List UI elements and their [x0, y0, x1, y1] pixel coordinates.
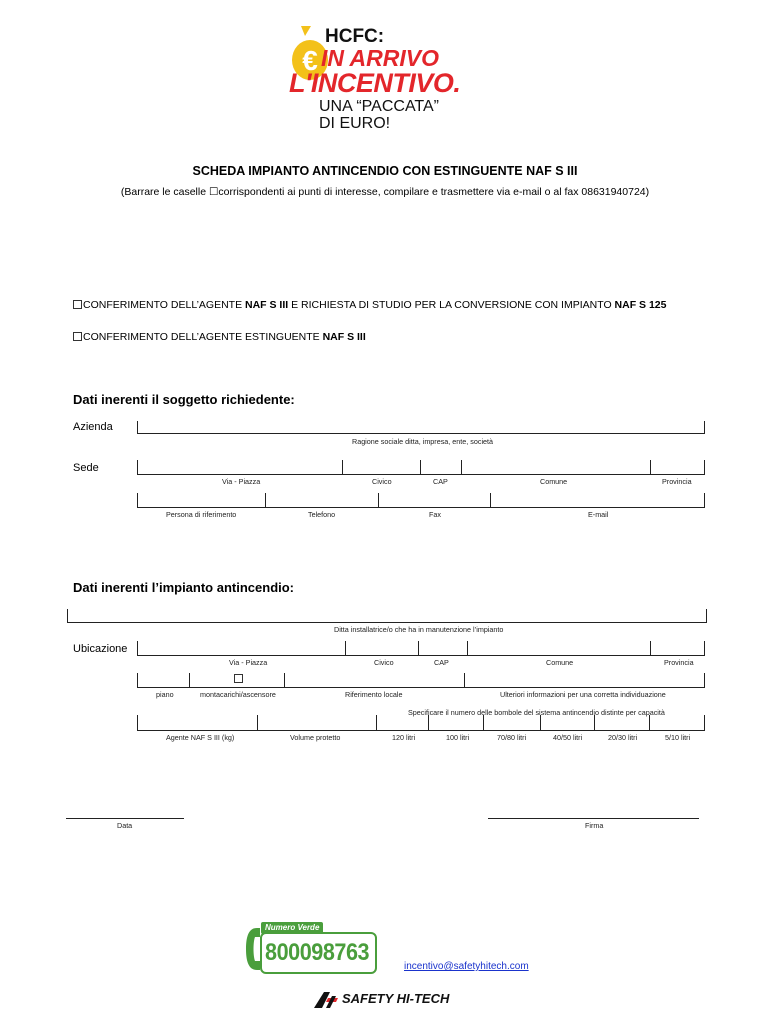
- numero-verde-badge: [245, 922, 377, 974]
- data-field[interactable]: [66, 818, 184, 819]
- numero-verde-box: [260, 932, 377, 974]
- sede-cap-caption: CAP: [433, 477, 448, 486]
- firma-caption: Firma: [585, 821, 604, 830]
- l510-caption: 5/10 litri: [665, 733, 691, 742]
- phone-icon: [245, 926, 261, 972]
- ubic-cap-caption: CAP: [434, 658, 449, 667]
- l120-caption: 120 litri: [392, 733, 416, 742]
- riferimento-caption: Riferimento locale: [345, 690, 403, 699]
- contact-email-link[interactable]: incentivo@safetyhitech.com: [404, 961, 529, 972]
- l4050-caption: 40/50 litri: [553, 733, 583, 742]
- logo-line-5: DI EURO!: [319, 115, 391, 132]
- l7080-caption: 70/80 litri: [497, 733, 527, 742]
- option-conversion-text-b: NAF S III: [245, 299, 289, 311]
- sede-provincia-caption: Provincia: [662, 477, 692, 486]
- logo-line-1: HCFC:: [325, 26, 385, 47]
- agente-caption: Agente NAF S III (kg): [166, 733, 235, 742]
- ubic-provincia-caption: Provincia: [664, 658, 694, 667]
- numero-verde-label: Numero Verde: [265, 923, 320, 932]
- option-conversion[interactable]: [73, 299, 666, 311]
- l2030-caption: 20/30 litri: [608, 733, 638, 742]
- numero-verde-number: 800098763: [265, 939, 370, 966]
- option-conversion-checkbox[interactable]: [73, 300, 82, 309]
- firma-field[interactable]: [488, 818, 699, 819]
- option-agent-checkbox[interactable]: [73, 332, 82, 341]
- hcfc-logo: [283, 18, 493, 133]
- specificare-caption: Specificare il numero delle bombole del sistema antincendio distinte per capacità: [408, 708, 665, 717]
- safety-hitech-logo: [314, 988, 464, 1010]
- logo-line-2: IN ARRIVO: [321, 45, 439, 71]
- piano-caption: piano: [156, 690, 174, 699]
- form-instructions: (Barrare le caselle ☐corrispondenti ai punti di interesse, compilare e trasmettere via e-mail o al fax 08631940724): [120, 186, 650, 198]
- section-system-heading: Dati inerenti l’impianto antincendio:: [73, 580, 295, 595]
- l100-caption: 100 litri: [446, 733, 470, 742]
- ubic-comune-caption: Comune: [546, 658, 574, 667]
- option-agent-text-a: CONFERIMENTO DELL’AGENTE ESTINGUENTE: [83, 331, 323, 343]
- ragione-caption: Ragione sociale ditta, impresa, ente, società: [352, 437, 494, 446]
- persona-caption: Persona di riferimento: [166, 510, 237, 519]
- sede-via-caption: Via - Piazza: [222, 477, 261, 486]
- ulteriori-caption: Ulteriori informazioni per una corretta individuazione: [500, 690, 666, 699]
- telefono-caption: Telefono: [308, 510, 336, 519]
- volume-caption: Volume protetto: [290, 733, 341, 742]
- ubic-civico-caption: Civico: [374, 658, 394, 667]
- safety-hitech-mark-icon: [314, 990, 340, 1008]
- data-caption: Data: [117, 821, 133, 830]
- option-conversion-text-a: CONFERIMENTO DELL’AGENTE: [83, 299, 246, 311]
- ubic-via-caption: Via - Piazza: [229, 658, 268, 667]
- logo-line-3: L'INCENTIVO.: [289, 68, 461, 98]
- email-caption: E-mail: [588, 510, 609, 519]
- option-conversion-text-d: NAF S 125: [614, 299, 667, 311]
- sede-label: Sede: [73, 462, 99, 474]
- logo-line-4: UNA “PACCATA”: [319, 98, 440, 115]
- form-title: SCHEDA IMPIANTO ANTINCENDIO CON ESTINGUENTE NAF S III: [192, 164, 578, 178]
- option-conversion-text-c: E RICHIESTA DI STUDIO PER LA CONVERSIONE CON IMPIANTO: [288, 299, 615, 311]
- svg-text:€: €: [302, 45, 318, 76]
- option-agent[interactable]: [73, 331, 366, 343]
- montacarichi-checkbox[interactable]: [234, 674, 243, 683]
- ditta-caption: Ditta installatrice/o che ha in manutenzione l’impianto: [334, 625, 504, 634]
- montacarichi-caption: montacarichi/ascensore: [200, 690, 276, 699]
- sede-comune-caption: Comune: [540, 477, 568, 486]
- sede-civico-caption: Civico: [372, 477, 392, 486]
- safety-hitech-name: SAFETY HI-TECH: [342, 991, 450, 1006]
- azienda-label: Azienda: [73, 421, 113, 433]
- ubicazione-label: Ubicazione: [73, 643, 128, 655]
- fax-caption: Fax: [429, 510, 441, 519]
- option-agent-text-b: NAF S III: [322, 331, 366, 343]
- section-requester-heading: Dati inerenti il soggetto richiedente:: [73, 392, 295, 407]
